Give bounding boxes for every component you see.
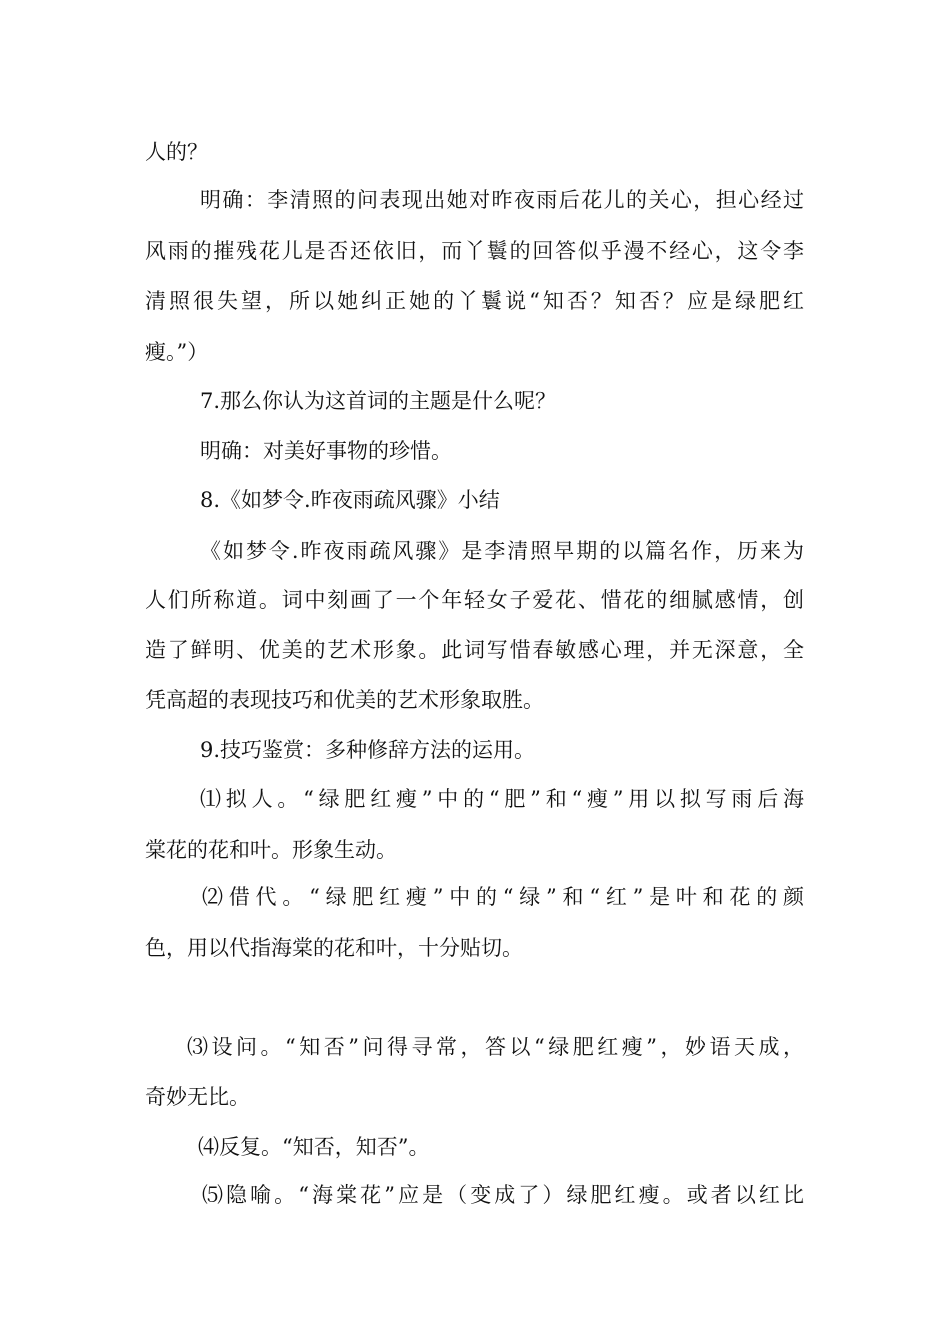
text-line-14: ⑴拟人。“绿肥红瘦”中的“肥”和“瘦”用以拟写雨后海 [200,787,804,811]
text-line-10: 人们所称道。词中刻画了一个年轻女子爱花、惜花的细腻感情，创 [145,588,804,612]
text-line-16: ⑵借代。“绿肥红瘦”中的“绿”和“红”是叶和花的颜 [202,885,804,909]
text-line-20: ⑷反复。“知否，知否”。 [198,1135,430,1159]
text-line-12: 凭高超的表现技巧和优美的艺术形象取胜。 [145,688,544,712]
text-line-1: 人的？ [145,140,208,164]
text-line-6: 7.那么你认为这首词的主题是什么呢？ [200,389,557,413]
text-line-17: 色，用以代指海棠的花和叶，十分贴切。 [145,936,523,960]
text-line-9: 《如梦令.昨夜雨疏风骤》是李清照早期的以篇名作，历来为 [200,539,804,563]
text-line-2: 明确：李清照的问表现出她对昨夜雨后花儿的关心，担心经过 [200,188,804,212]
section-heading-8: 8.《如梦令.昨夜雨疏风骤》小结 [200,488,500,512]
text-line-3: 风雨的摧残花儿是否还依旧，而丫鬟的回答似乎漫不经心，这令李 [145,239,804,263]
text-line-19: 奇妙无比。 [145,1085,250,1109]
text-line-11: 造了鲜明、优美的艺术形象。此词写惜春敏感心理，并无深意，全 [145,638,804,662]
text-line-18: ⑶设问。“知否”问得寻常，答以“绿肥红瘦”，妙语天成， [187,1035,804,1059]
text-line-21: ⑸隐喻。“海棠花”应是（变成了）绿肥红瘦。或者以红比 [202,1183,804,1207]
text-line-4: 清照很失望，所以她纠正她的丫鬟说“知否？知否？应是绿肥红 [145,289,804,313]
text-line-15: 棠花的花和叶。形象生动。 [145,838,397,862]
text-line-5: 瘦。”） [145,340,209,364]
section-heading-9: 9.技巧鉴赏：多种修辞方法的运用。 [200,738,536,762]
text-line-7: 明确：对美好事物的珍惜。 [200,439,452,463]
